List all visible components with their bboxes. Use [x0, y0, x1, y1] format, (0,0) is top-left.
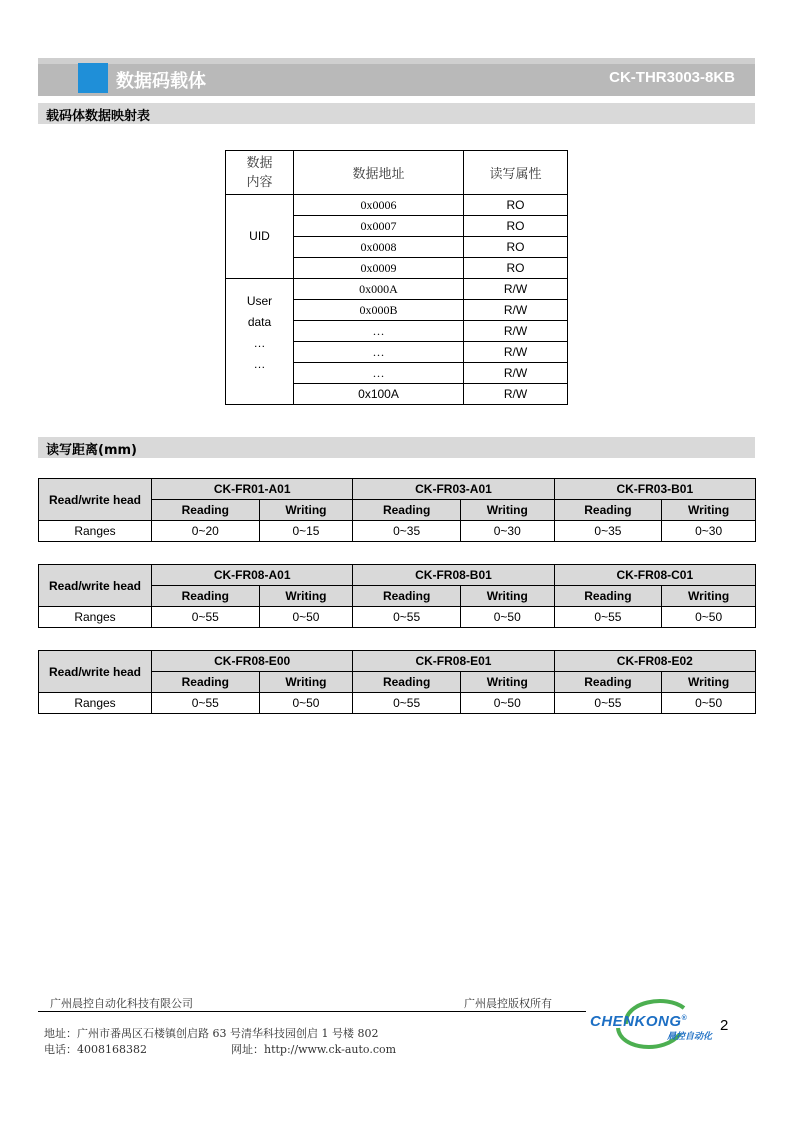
- table-row: [39, 693, 756, 714]
- writing-header: Writing: [662, 500, 756, 521]
- reading-header: Reading: [152, 500, 260, 521]
- reading-range: 0~55: [353, 693, 461, 714]
- address-cell: 0x000A: [294, 279, 464, 300]
- model-name: CK-FR03-B01: [554, 479, 755, 500]
- writing-range: 0~30: [662, 521, 756, 542]
- address-cell: …: [294, 342, 464, 363]
- model-name: CK-FR03-A01: [353, 479, 554, 500]
- range-table-2: [38, 564, 756, 628]
- writing-range: 0~50: [460, 693, 554, 714]
- logo-text: CHENKONG: [590, 1013, 682, 1030]
- writing-header: Writing: [460, 586, 554, 607]
- writing-range: 0~50: [460, 607, 554, 628]
- header-cell: 读写属性: [464, 151, 568, 195]
- model-name: CK-FR08-E02: [554, 651, 755, 672]
- attribute-cell: RO: [464, 258, 568, 279]
- section-bar-mapping: [38, 103, 755, 124]
- reading-header: Reading: [554, 586, 662, 607]
- address-cell: 0x0006: [294, 195, 464, 216]
- footer-copyright: 广州晨控版权所有: [464, 997, 552, 1010]
- logo-wordmark: [590, 1013, 687, 1030]
- writing-header: Writing: [662, 672, 756, 693]
- model-name: CK-FR08-E00: [152, 651, 353, 672]
- attribute-cell: R/W: [464, 363, 568, 384]
- table-row: [226, 195, 568, 216]
- page-number: 2: [720, 1017, 729, 1034]
- group-label-user-data: [226, 279, 294, 405]
- blue-square-icon: [78, 63, 108, 93]
- model-number: CK-THR3003-8KB: [609, 69, 735, 86]
- model-name: CK-FR01-A01: [152, 479, 353, 500]
- reading-header: Reading: [152, 672, 260, 693]
- attribute-cell: R/W: [464, 342, 568, 363]
- footer-address: 地址：广州市番禺区石楼镇创启路 63 号清华科技园创启 1 号楼 802: [44, 1027, 379, 1040]
- row-head-label: Read/write head: [39, 565, 152, 607]
- header-cell: [226, 151, 294, 195]
- reading-range: 0~55: [152, 693, 260, 714]
- address-cell: …: [294, 363, 464, 384]
- attribute-cell: R/W: [464, 384, 568, 405]
- address-cell: 0x0009: [294, 258, 464, 279]
- address-cell: …: [294, 321, 464, 342]
- section-bar-distance: [38, 437, 755, 458]
- reading-range: 0~55: [554, 693, 662, 714]
- writing-header: Writing: [662, 586, 756, 607]
- section-title: 载码体数据映射表: [46, 109, 151, 124]
- table-row: [39, 479, 756, 500]
- address-cell: 0x000B: [294, 300, 464, 321]
- group-label-text: User data … …: [246, 294, 273, 371]
- reading-range: 0~55: [152, 607, 260, 628]
- reading-range: 0~55: [554, 607, 662, 628]
- address-cell: 0x0007: [294, 216, 464, 237]
- writing-header: Writing: [259, 672, 353, 693]
- writing-header: Writing: [460, 500, 554, 521]
- attribute-cell: R/W: [464, 321, 568, 342]
- attribute-cell: RO: [464, 237, 568, 258]
- ranges-label: Ranges: [39, 607, 152, 628]
- header-content: 数据 内容: [246, 155, 273, 190]
- attribute-cell: R/W: [464, 279, 568, 300]
- logo-chinese: 晨控自动化: [667, 1032, 713, 1042]
- address-cell: 0x100A: [294, 384, 464, 405]
- writing-range: 0~50: [662, 693, 756, 714]
- table-row: [39, 565, 756, 586]
- table-row: [39, 607, 756, 628]
- header-cell: 数据地址: [294, 151, 464, 195]
- reading-header: Reading: [353, 586, 461, 607]
- writing-range: 0~15: [259, 521, 353, 542]
- group-label-uid: UID: [226, 195, 294, 279]
- ranges-label: Ranges: [39, 693, 152, 714]
- writing-header: Writing: [259, 586, 353, 607]
- writing-range: 0~50: [662, 607, 756, 628]
- range-table-3: [38, 650, 756, 714]
- address-cell: 0x0008: [294, 237, 464, 258]
- writing-header: Writing: [460, 672, 554, 693]
- reading-header: Reading: [353, 672, 461, 693]
- data-mapping-table: [225, 150, 568, 405]
- table-row: [39, 521, 756, 542]
- header-banner: [38, 58, 755, 96]
- writing-range: 0~50: [259, 607, 353, 628]
- reading-header: Reading: [152, 586, 260, 607]
- model-name: CK-FR08-A01: [152, 565, 353, 586]
- footer-phone: 电话：4008168382: [44, 1043, 147, 1056]
- footer-divider: [38, 1011, 586, 1012]
- model-name: CK-FR08-B01: [353, 565, 554, 586]
- row-head-label: Read/write head: [39, 479, 152, 521]
- page-title: 数据码载体: [116, 71, 206, 92]
- reading-header: Reading: [353, 500, 461, 521]
- footer-company: 广州晨控自动化科技有限公司: [50, 997, 193, 1010]
- table-row: [39, 651, 756, 672]
- reading-header: Reading: [554, 500, 662, 521]
- model-name: CK-FR08-E01: [353, 651, 554, 672]
- writing-header: Writing: [259, 500, 353, 521]
- section-title: 读写距离(mm): [46, 443, 137, 458]
- attribute-cell: RO: [464, 195, 568, 216]
- attribute-cell: RO: [464, 216, 568, 237]
- model-name: CK-FR08-C01: [554, 565, 755, 586]
- writing-range: 0~50: [259, 693, 353, 714]
- footer-website[interactable]: 网址：http://www.ck-auto.com: [231, 1043, 397, 1056]
- logo-registered: ®: [681, 1015, 688, 1022]
- range-table-1: [38, 478, 756, 542]
- reading-range: 0~35: [353, 521, 461, 542]
- writing-range: 0~30: [460, 521, 554, 542]
- reading-range: 0~35: [554, 521, 662, 542]
- attribute-cell: R/W: [464, 300, 568, 321]
- banner-top-stripe: [38, 58, 755, 64]
- row-head-label: Read/write head: [39, 651, 152, 693]
- ranges-label: Ranges: [39, 521, 152, 542]
- reading-range: 0~55: [353, 607, 461, 628]
- reading-range: 0~20: [152, 521, 260, 542]
- reading-header: Reading: [554, 672, 662, 693]
- table-header-row: [226, 151, 568, 195]
- table-row: [226, 279, 568, 300]
